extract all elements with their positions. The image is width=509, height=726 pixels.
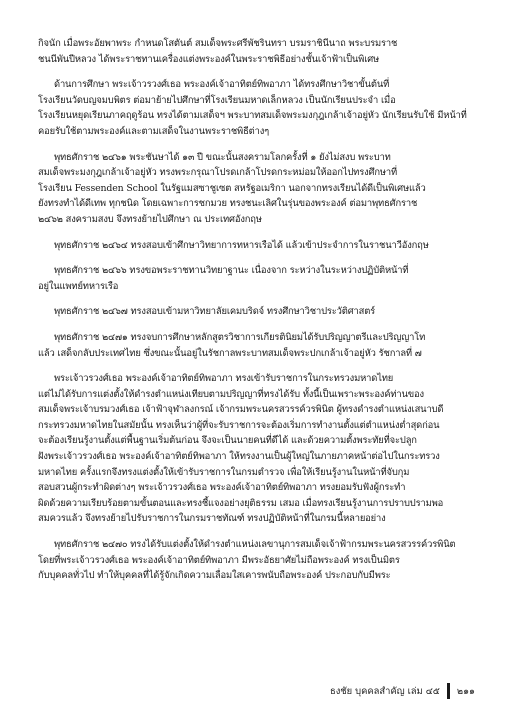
paragraph-2470: พุทธศักราช ๒๔๗๐ ทรงได้รับแต่งตั้งให้ดำรงตำแหน่งเลขานุการสมเด็จเจ้าฟ้ากรมพระนครสวรรค์วรพินิต โดยที่พระเจ้าวรวงศ์เธอ พระองค์เจ้าอาทิตย์ทิพอาภา มีพระอัธยาศัยไม่ถือพระองค์ ทรงเป็นมิตร กับบุคคลทั่วไป ทำให้บุคคลที่ได้รู้จักเกิดความเลื่อมใสเคารพนับถือพระองค์ ประกอบกับมีพระ: [38, 539, 456, 582]
paragraph-2461: พุทธศักราช ๒๔๖๑ พระชันษาได้ ๑๓ ปี ขณะนั้นสงครามโลกครั้งที่ ๑ ยังไม่สงบ พระบาท สมเด็จพระมงกุฎเกล้าเจ้าอยู่หัว ทรงพระกรุณาโปรดเกล้าโปรดกระหม่อมให้ออกไปทรงศึกษาที่ โรงเรียน Fessenden School ในรัฐแมสซาชูเซต สหรัฐอเมริกา นอกจากทรงเรียนได้ดีเป็นพิเศษแล้ว ยังทรงทำได้ดีเทพ ทุกชนิด โดยเฉพาะการชกมวย ทรงชนะเลิศในรุ่นของพระองค์ ต่อมาพุทธศักราช ๒๔๖๒ สงครามสงบ จึงทรงย้ายไปศึกษา ณ ประเทศอังกฤษ: [38, 151, 426, 225]
paragraph-2466: พุทธศักราช ๒๔๖๖ ทรงขอพระราชทานวิทยาฐานะ เนื่องจาก ระหว่างในระหว่างปฏิบัติหน้าที่ อยู่ในแพทย์ทหารเรือ: [38, 265, 409, 292]
page-footer: [330, 683, 475, 699]
paragraph-civil-service: พระเจ้าวรวงศ์เธอ พระองค์เจ้าอาทิตย์ทิพอาภา ทรงเข้ารับราชการในกระทรวงมหาดไทย แต่ไม่ได้รับการแต่งตั้งให้ดำรงตำแหน่งเทียบตามปริญญาที่ทรงได้รับ ทั้งนี้เป็นเพราะพระองค์ท่านของ สมเด็จพระเจ้าบรมวงศ์เธอ เจ้าฟ้าจุฬาลงกรณ์ เจ้ากรมพระนครสวรรค์วรพินิต ผู้ทรงดำรงตำแหน่งเสนาบดี กระทรวงมหาดไทยในสมัยนั้น ทรงเห็นว่าผู้ที่จะรับราชการจะต้องเริ่มการทำงานตั้งแต่ตำแหน่งต่ำสุดก่อน จะต้องเรียนรู้งานตั้งแต่พื้นฐานเริ่มต้นก่อน จึงจะเป็นนายคนที่ดีได้ และด้วยความตั้งพระทัยที่จะปลูก ฝังพระเจ้าวรวงศ์เธอ พระองค์เจ้าอาทิตย์ทิพอาภา ให้ทรงงานเป็นผู้ใหญ่ในภายภาคหน้าต่อไปในกระทรวง มหาดไทย ครั้งแรกจึงทรงแต่งตั้งให้เข้ารับราชการในกรมตำรวจ เพื่อให้เรียนรู้งานในหน้าที่จับกุม สอบสวนผู้กระทำผิดต่างๆ พระเจ้าวรวงศ์เธอ พระองค์เจ้าอาทิตย์ทิพอาภา ทรงยอมรับฟังผู้กระทำ ผิดด้วยความเรียบร้อยตามขั้นตอนและทรงชี้แจงอย่างยุติธรรม เสมอ เมื่อทรงเรียนรู้งานการปราบปรามพอ สมควรแล้ว จึงทรงย้ายไปรับราชการในกรมราชทัณฑ์ ทรงปฏิบัติหน้าที่ในกรมนี้หลายอย่าง: [38, 373, 444, 525]
paragraph-continued: กิจนัก เมื่อพระอัยพาพระ กำหนดโสตันต์ สมเด็จพระศรีพัชรินทรา บรมราชินีนาถ พระบรมราช ชนนีพันปีหลวง ได้พระราชทานเครื่องแต่งพระองค์ในพระราชพิธีอย่างชั้นเจ้าฟ้าเป็นพิเศษ: [38, 38, 398, 65]
paragraph-education: ด้านการศึกษา พระเจ้าวรวงศ์เธอ พระองค์เจ้าอาทิตย์ทิพอาภา ได้ทรงศึกษาวิชาขั้นต้นที่ โรงเรียนวัดบญจมบพิตร ต่อมาย้ายไปศึกษาที่โรงเรียนมหาดเล็กหลวง เป็นนักเรียนประจำ เมื่อ โรงเรียนหยุดเรียนภาคฤดูร้อน ทรงได้ตามเสด็จฯ พระบาทสมเด็จพระมงกุฎเกล้าเจ้าอยู่หัว นักเรียนรับใช้ มีหน้าที่ คอยรับใช้ตามพระองค์และตามเสด็จในงานพระราชพิธีต่างๆ: [38, 79, 467, 137]
paragraph-2471: พุทธศักราช ๒๔๗๑ ทรงจบการศึกษาหลักสูตรวิชาการเกียรตินิยมได้รับปริญญาตรีและปริญญาโท แล้ว เสด็จกลับประเทศไทย ซึ่งขณะนั้นอยู่ในรัชกาลพระบาทสมเด็จพระปกเกล้าเจ้าอยู่หัว รัชกาลที่ ๗: [38, 331, 426, 359]
book-title: ธงชัย บุคคลสำคัญ เล่ม ๔๕: [330, 685, 440, 697]
footer-divider: [447, 683, 450, 699]
paragraph-2464: พุทธศักราช ๒๔๖๔ ทรงสอบเข้าศึกษาวิทยาการทหารเรือได้ แล้วเข้าประจำการในราชนาวีอังกฤษ: [54, 239, 429, 251]
page-number: ๒๑๑: [456, 685, 475, 697]
body-text: [38, 36, 478, 594]
paragraph-2467: พุทธศักราช ๒๔๖๗ ทรงสอบเข้ามหาวิทยาลัยเคมบริดจ์ ทรงศึกษาวิชาประวัติศาสตร์: [54, 306, 376, 318]
